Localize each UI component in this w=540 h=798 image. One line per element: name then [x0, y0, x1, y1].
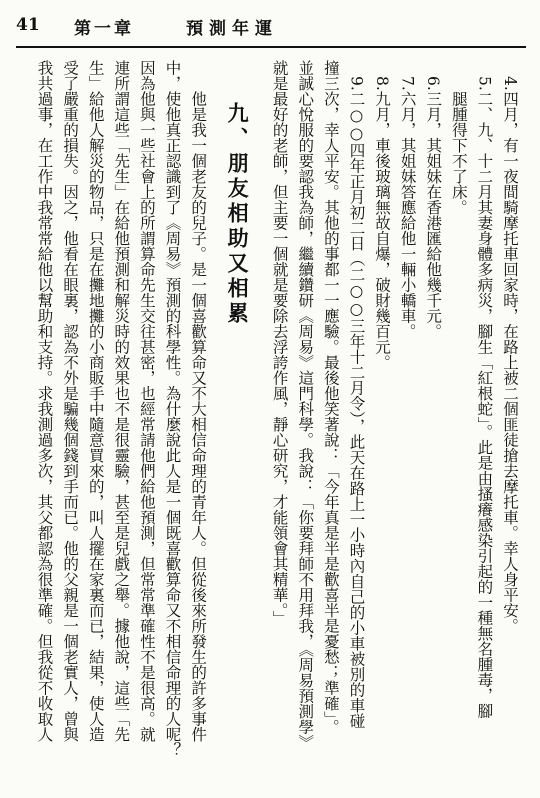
paragraph-line-3: 因為他與一些社會上的所謂算命先生交往甚密，也經常請他們給他預測，但常常準確性不是很高。就: [137, 60, 156, 742]
paragraph-line-4: 連所謂這些「先生」在給他預測和解災時的效果也不是很靈驗，甚至是兒戲之舉。據他說，這些「先: [112, 60, 131, 742]
list-item-7: 7.六月，其姐妹答應給他一輛小轎車。: [398, 75, 417, 339]
running-title: 預測年運: [186, 19, 278, 39]
vertical-body-text: [26, 60, 522, 760]
list-item-4: 4.四月，有一夜間騎摩托車回家時，在路上被二個匪徒搶去摩托車。幸人身平安。: [501, 75, 519, 633]
paragraph-line-5: 生」給他人解災的物品，只是在攤地攤的小商販手中隨意買來的，叫人擺在家裏而已，結果，使人造: [86, 60, 105, 742]
list-item-9-line-2: 撞三次，幸人平安。其他的事都一一應驗。最後他笑著說：「今年真是半是歡喜半是憂愁；準確」。: [321, 60, 340, 735]
list-item-9-line-3: 並誠心悅服的要認我為師，繼續鑽研《周易》這門科學。我說：「你要拜師不用拜我，《周易預測學》: [296, 60, 315, 750]
page-header: [16, 10, 526, 40]
section-title: 九、朋友相助又相累: [225, 102, 251, 327]
list-item-6: 6.三月，其姐妹在香港匯給他幾千元。: [424, 75, 443, 339]
list-item-9: 9.二○○四年正月初二日（二○○三年十二月令），此天在路上一小時內自己的小車被別的車碰: [347, 75, 366, 729]
list-item-5-continued: 腿腫得下不了床。: [449, 91, 468, 215]
list-item-9-line-4: 就是最好的老師，但主要一個就是要除去浮誇作風，靜心研究，才能領會其精華。」: [270, 60, 289, 626]
header-rule: [16, 46, 526, 48]
paragraph-line-6: 受了嚴重的損失。因之，他看在眼裏，認為不外是騙幾個錢到手而已。他的父親是一個老實人，曾與: [61, 60, 80, 742]
paragraph-line-1: 他是我一個老友的兒子。是一個喜歡算命又不大相信命理的青年人。但從後來所發生的許多事件: [189, 91, 208, 742]
chapter-label: 第一章: [74, 19, 134, 39]
list-item-8: 8.九月，車後玻璃無故自爆，破財幾百元。: [373, 75, 392, 370]
paragraph-line-7: 我共過事，在工作中我常常給他以幫助和支持。求我測過多次，其父都認為很準確。但我從不收取人: [35, 60, 54, 742]
paragraph-line-2: 中，使他真正認識到了《周易》預測的科學性。為什麼說此人是一個既喜歡算命又不相信命理的人呢？: [163, 60, 182, 758]
page-number: 41: [16, 15, 40, 35]
list-item-5: 5.二、九、十二月其妻身體多病災，腳生「紅根蛇」。此是由搔癢感染引起的一種無名腫毒，腳: [475, 75, 494, 719]
